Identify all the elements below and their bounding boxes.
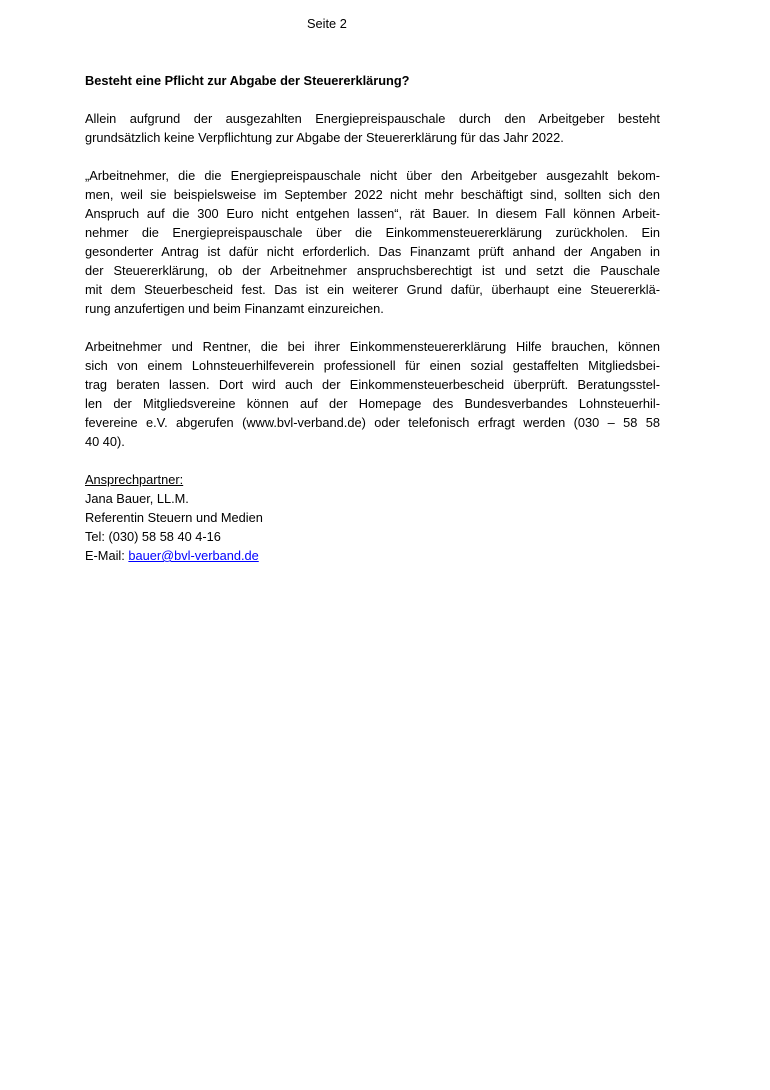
text-line: grundsätzlich keine Verpflichtung zur Abgabe der Steuererklärung für das Jahr 2022.	[85, 130, 564, 145]
text-line: 40 40).	[85, 434, 125, 449]
contact-email-line	[85, 546, 660, 565]
contact-role: Referentin Steuern und Medien	[85, 510, 263, 525]
document-content	[85, 71, 660, 565]
text-line: sich von einem Lohnsteuerhilfeverein professionell für einen sozial gestaffelten Mitgliedsbei-	[85, 358, 660, 373]
text-line: len der Mitgliedsvereine können auf der Homepage des Bundesverbandes Lohnsteuerhil-	[85, 396, 660, 411]
paragraph	[85, 337, 660, 451]
body-paragraphs	[85, 109, 660, 451]
page-number: Seite 2	[307, 16, 347, 31]
document-heading: Besteht eine Pflicht zur Abgabe der Steuererklärung?	[85, 73, 410, 88]
text-line: „Arbeitnehmer, die die Energiepreispauschale nicht über den Arbeitgeber ausgezahlt bekom-	[85, 168, 660, 183]
text-line: men, weil sie beispielsweise im September 2022 nicht mehr beschäftigt sind, sollten sich den	[85, 187, 660, 202]
contact-block	[85, 470, 660, 565]
text-line: fevereine e.V. abgerufen (www.bvl-verband.de) oder telefonisch erfragt werden (030 – 58 58	[85, 415, 660, 430]
text-line: trag beraten lassen. Dort wird auch der Einkommensteuerbescheid überprüft. Beratungsstel-	[85, 377, 660, 392]
text-line: Allein aufgrund der ausgezahlten Energiepreispauschale durch den Arbeitgeber besteht	[85, 111, 660, 126]
paragraph	[85, 166, 660, 318]
email-link[interactable]: bauer@bvl-verband.de	[128, 548, 259, 563]
text-line: Anspruch auf die 300 Euro nicht entgehen lassen“, rät Bauer. In diesem Fall können Arbeit-	[85, 206, 660, 221]
paragraph	[85, 109, 660, 147]
contact-label: Ansprechpartner:	[85, 472, 184, 487]
text-line: der Steuererklärung, ob der Arbeitnehmer anspruchsberechtigt ist und setzt die Pauschale	[85, 263, 660, 278]
contact-phone: Tel: (030) 58 58 40 4-16	[85, 529, 221, 544]
contact-name: Jana Bauer, LL.M.	[85, 491, 189, 506]
text-line: rung anzufertigen und beim Finanzamt einzureichen.	[85, 301, 384, 316]
text-line: mit dem Steuerbescheid fest. Das ist ein weiterer Grund dafür, überhaupt eine Steuererklä-	[85, 282, 660, 297]
text-line: Arbeitnehmer und Rentner, die bei ihrer Einkommensteuererklärung Hilfe brauchen, können	[85, 339, 660, 354]
text-line: nehmer die Energiepreispauschale über die Einkommensteuererklärung zurückholen. Ein	[85, 225, 660, 240]
text-line: gesonderter Antrag ist dafür nicht erforderlich. Das Finanzamt prüft anhand der Angaben in	[85, 244, 660, 259]
email-label: E-Mail:	[85, 548, 129, 563]
